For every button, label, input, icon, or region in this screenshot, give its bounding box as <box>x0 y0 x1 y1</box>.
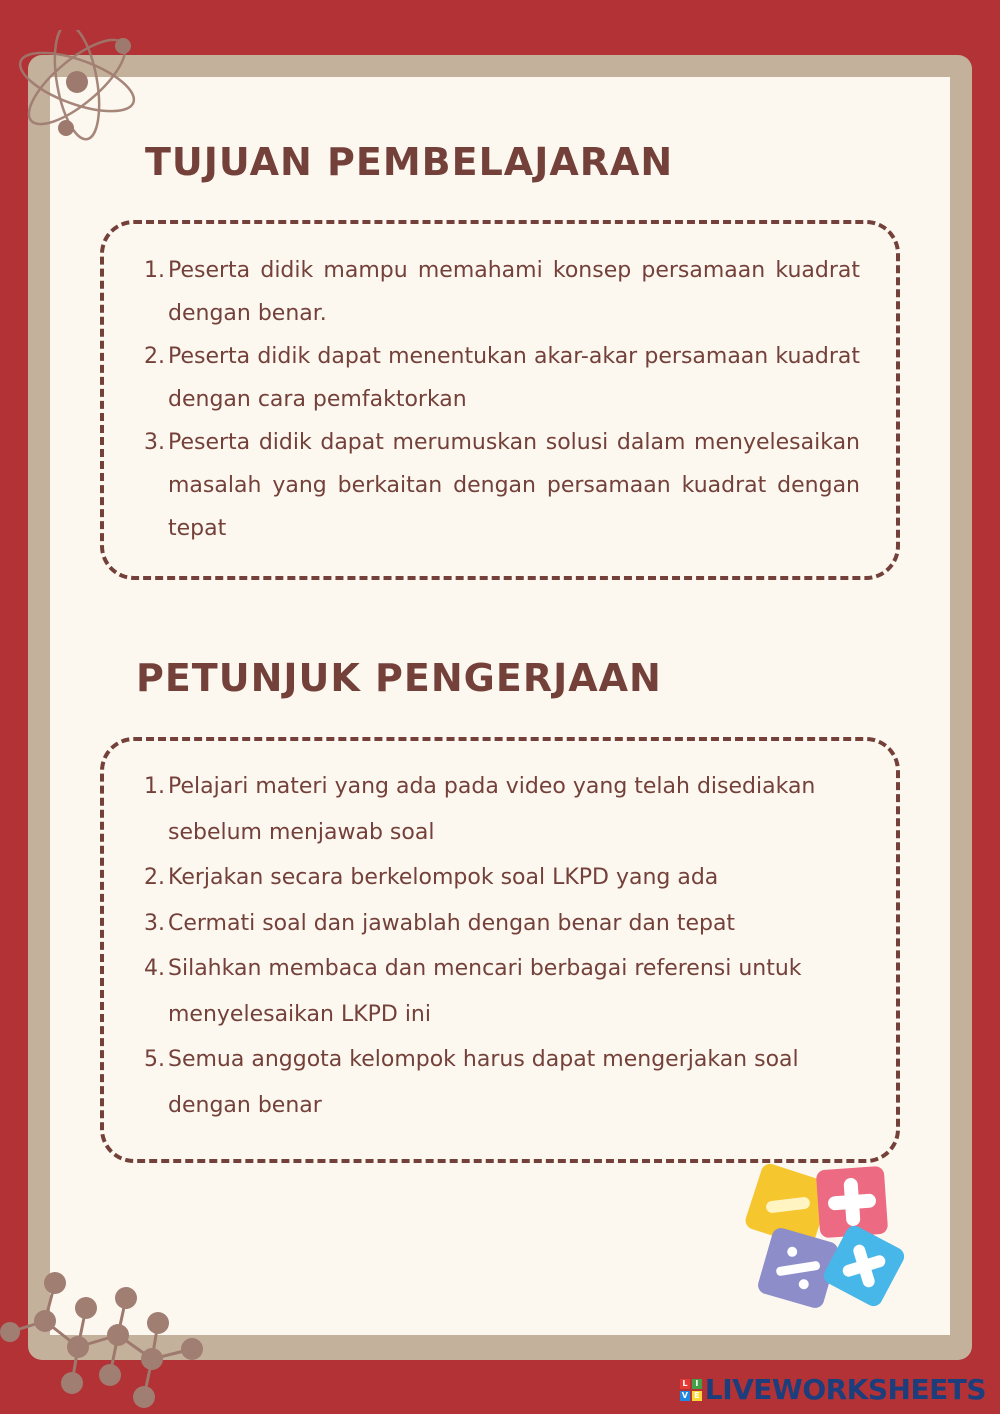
molecule-icon <box>0 1265 215 1414</box>
list-item <box>144 335 860 421</box>
list-item <box>144 946 860 1037</box>
instructions-list <box>144 764 860 1128</box>
list-item <box>144 764 860 855</box>
item-number: 2. <box>144 865 165 890</box>
item-text: Pelajari materi yang ada pada video yang telah disediakan sebelum menjawab soal <box>168 774 816 845</box>
list-item <box>144 1037 860 1128</box>
instructions-box <box>100 737 900 1163</box>
learning-objectives-list <box>144 249 860 550</box>
section-title-petunjuk: PETUNJUK PENGERJAAN <box>136 656 662 700</box>
item-number: 4. <box>144 956 165 981</box>
item-text: Peserta didik dapat merumuskan solusi dalam menyelesaikan masalah yang berkaitan dengan persamaan kuadrat dengan tepat <box>168 430 860 541</box>
item-number: 1. <box>144 258 165 283</box>
atom-icon <box>10 30 150 145</box>
item-text: Silahkan membaca dan mencari berbagai referensi untuk menyelesaikan LKPD ini <box>168 956 802 1027</box>
list-item <box>144 901 860 947</box>
math-operators-icon <box>740 1160 915 1315</box>
learning-objectives-box <box>100 220 900 580</box>
item-number: 3. <box>144 430 165 455</box>
list-item <box>144 421 860 550</box>
watermark-text: LIVEWORKSHEETS <box>704 1373 986 1406</box>
liveworksheets-watermark <box>680 1373 986 1406</box>
liveworksheets-logo-icon: L I V E <box>680 1379 702 1401</box>
item-text: Kerjakan secara berkelompok soal LKPD yang ada <box>168 865 719 890</box>
item-text: Cermati soal dan jawablah dengan benar dan tepat <box>168 910 736 936</box>
item-number: 1. <box>144 774 165 799</box>
section-title-tujuan: TUJUAN PEMBELAJARAN <box>145 140 674 184</box>
list-item <box>144 855 860 901</box>
item-text: Semua anggota kelompok harus dapat mengerjakan soal dengan benar <box>168 1047 799 1118</box>
list-item <box>144 249 860 335</box>
item-number: 3. <box>144 910 165 936</box>
item-number: 2. <box>144 344 165 369</box>
item-text: Peserta didik mampu memahami konsep persamaan kuadrat dengan benar. <box>168 258 860 326</box>
item-number: 5. <box>144 1047 165 1072</box>
item-text: Peserta didik dapat menentukan akar-akar persamaan kuadrat dengan cara pemfaktorkan <box>168 344 860 412</box>
